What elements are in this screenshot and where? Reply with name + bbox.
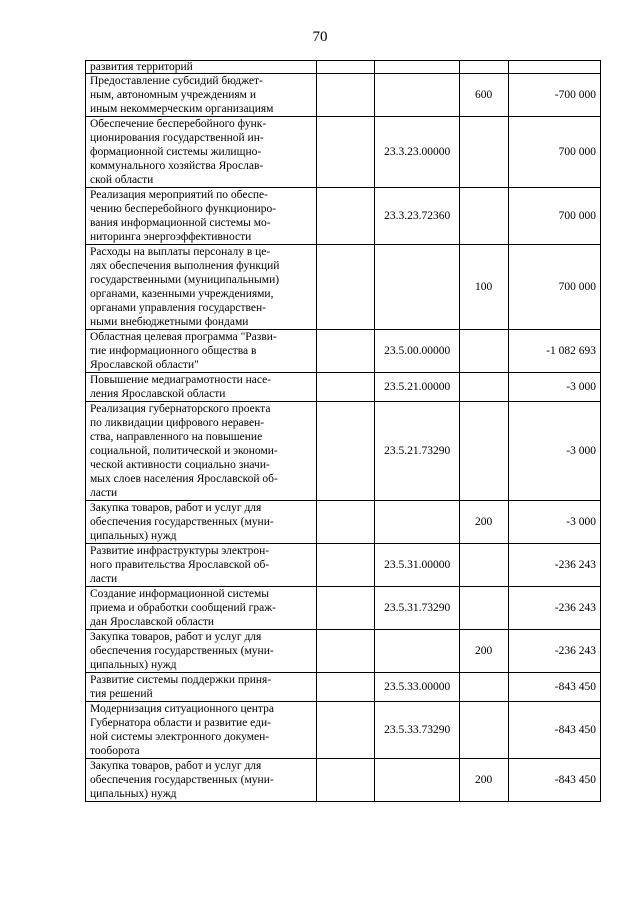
table-row: [86, 544, 601, 587]
table-row: [86, 587, 601, 630]
row-name: Повышение медиаграмотности насе- ления Ярославской области: [86, 373, 317, 402]
row-expense-type: [459, 117, 508, 188]
row-expense-type: [459, 702, 508, 759]
row-code: 23.5.31.00000: [375, 544, 459, 587]
row-expense-type: 200: [459, 759, 508, 802]
row-ministry: [316, 702, 375, 759]
row-expense-type: 600: [459, 74, 508, 117]
row-code: 23.3.23.00000: [375, 117, 459, 188]
row-code: [375, 74, 459, 117]
row-code: 23.5.33.00000: [375, 673, 459, 702]
row-code: 23.5.21.73290: [375, 402, 459, 501]
row-amount: 700 000: [508, 117, 600, 188]
row-name: Областная целевая программа "Разви- тие информационного общества в Ярославской области": [86, 330, 317, 373]
row-amount: -3 000: [508, 373, 600, 402]
row-expense-type: [459, 330, 508, 373]
row-expense-type: [459, 402, 508, 501]
row-ministry: [316, 373, 375, 402]
row-amount: -236 243: [508, 630, 600, 673]
table-row: [86, 402, 601, 501]
row-amount: [508, 61, 600, 74]
row-ministry: [316, 330, 375, 373]
row-ministry: [316, 630, 375, 673]
row-expense-type: [459, 673, 508, 702]
row-amount: -3 000: [508, 402, 600, 501]
row-name: развития территорий: [86, 61, 317, 74]
row-name: Создание информационной системы приема и обработки сообщений граж- дан Ярославской области: [86, 587, 317, 630]
row-amount: -1 082 693: [508, 330, 600, 373]
row-name: Развитие системы поддержки приня- тия решений: [86, 673, 317, 702]
row-ministry: [316, 402, 375, 501]
row-code: [375, 759, 459, 802]
row-name: Модернизация ситуационного центра Губернатора области и развитие еди- ной системы электронного докумен- тооборота: [86, 702, 317, 759]
table-row: [86, 61, 601, 74]
row-amount: -236 243: [508, 587, 600, 630]
row-name: Реализация мероприятий по обеспе- чению бесперебойного функциониро- вания информационной системы мо- ниторинга энергоэффективности: [86, 188, 317, 245]
row-expense-type: [459, 544, 508, 587]
row-amount: -700 000: [508, 74, 600, 117]
row-ministry: [316, 74, 375, 117]
row-expense-type: [459, 188, 508, 245]
row-ministry: [316, 501, 375, 544]
row-name: Расходы на выплаты персоналу в це- лях обеспечения выполнения функций государственными (муниципальными) органами, казенными учреждениями, органами управления государствен- ными внебюджетными фондами: [86, 245, 317, 330]
row-code: [375, 501, 459, 544]
row-expense-type: [459, 587, 508, 630]
row-expense-type: [459, 61, 508, 74]
row-code: 23.3.23.72360: [375, 188, 459, 245]
row-amount: -3 000: [508, 501, 600, 544]
row-expense-type: 100: [459, 245, 508, 330]
row-amount: -236 243: [508, 544, 600, 587]
row-name: Предоставление субсидий бюджет- ным, автономным учреждениям и иным некоммерческим организациям: [86, 74, 317, 117]
table-row: [86, 330, 601, 373]
row-ministry: [316, 759, 375, 802]
table-row: [86, 759, 601, 802]
row-code: 23.5.21.00000: [375, 373, 459, 402]
table-row: [86, 74, 601, 117]
row-amount: 700 000: [508, 188, 600, 245]
row-ministry: [316, 188, 375, 245]
row-expense-type: 200: [459, 630, 508, 673]
table-row: [86, 702, 601, 759]
row-expense-type: [459, 373, 508, 402]
row-code: 23.5.00.00000: [375, 330, 459, 373]
table-row: [86, 673, 601, 702]
row-ministry: [316, 117, 375, 188]
row-name: Закупка товаров, работ и услуг для обеспечения государственных (муни- ципальных) нужд: [86, 759, 317, 802]
row-code: 23.5.31.73290: [375, 587, 459, 630]
row-code: [375, 61, 459, 74]
row-ministry: [316, 245, 375, 330]
page-number: 70: [312, 29, 328, 45]
row-name: Развитие инфраструктуры электрон- ного правительства Ярославской об- ласти: [86, 544, 317, 587]
row-code: 23.5.33.73290: [375, 702, 459, 759]
row-code: [375, 630, 459, 673]
row-amount: -843 450: [508, 673, 600, 702]
table-row: [86, 117, 601, 188]
row-ministry: [316, 587, 375, 630]
table-row: [86, 373, 601, 402]
table-row: [86, 188, 601, 245]
row-expense-type: 200: [459, 501, 508, 544]
table-row: [86, 501, 601, 544]
table-row: [86, 630, 601, 673]
row-amount: -843 450: [508, 759, 600, 802]
row-name: Закупка товаров, работ и услуг для обеспечения государственных (муни- ципальных) нужд: [86, 501, 317, 544]
row-ministry: [316, 544, 375, 587]
row-name: Обеспечение бесперебойного функ- ционирования государственной ин- формационной системы жилищно- коммунального хозяйства Ярослав- ской области: [86, 117, 317, 188]
row-name: Закупка товаров, работ и услуг для обеспечения государственных (муни- ципальных) нужд: [86, 630, 317, 673]
budget-table: [85, 60, 601, 802]
budget-table-body: [86, 61, 601, 802]
row-ministry: [316, 61, 375, 74]
row-ministry: [316, 673, 375, 702]
row-amount: 700 000: [508, 245, 600, 330]
table-row: [86, 245, 601, 330]
row-amount: -843 450: [508, 702, 600, 759]
row-name: Реализация губернаторского проекта по ликвидации цифрового неравен- ства, направленного на повышение социальной, политической и экономи- ческой активности социально значи- мых слоев населения Ярославской об- ласти: [86, 402, 317, 501]
row-code: [375, 245, 459, 330]
